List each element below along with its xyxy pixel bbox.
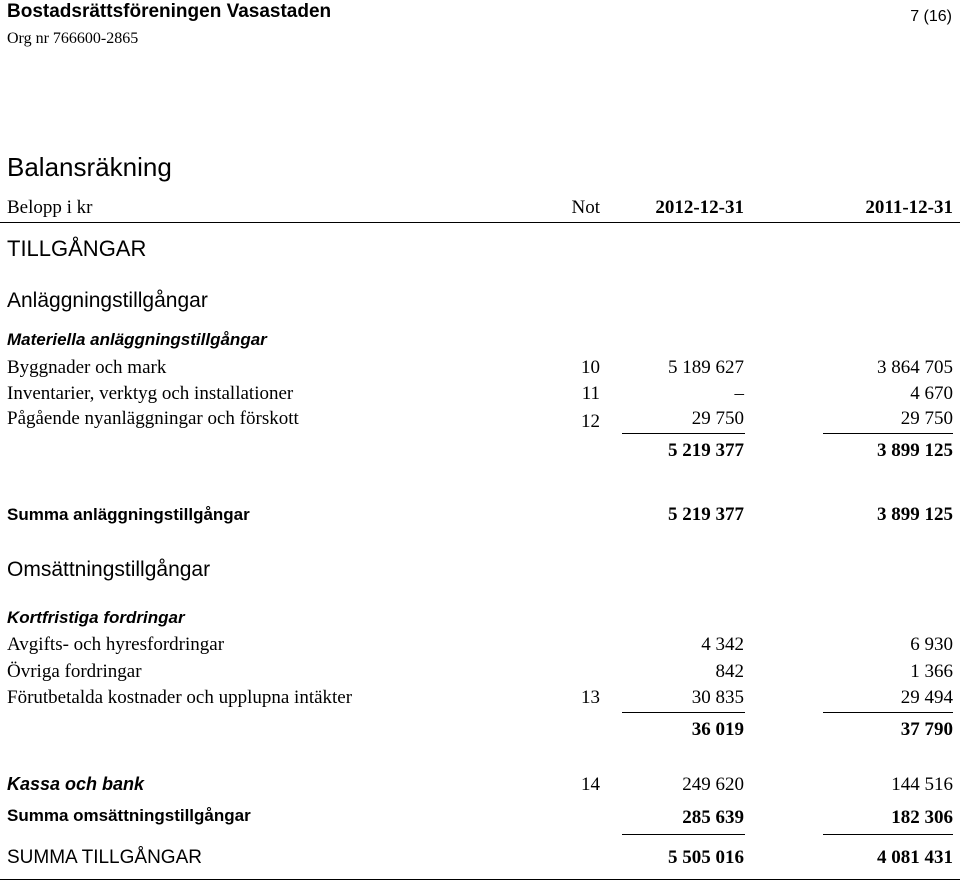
total-value-year2: 4 081 431 bbox=[877, 847, 953, 868]
sum-value-year1: 5 219 377 bbox=[668, 504, 744, 525]
subtotal-value-year1: 5 219 377 bbox=[668, 440, 744, 461]
sum-value-year1: 285 639 bbox=[682, 807, 744, 828]
sum-value-year2: 3 899 125 bbox=[877, 504, 953, 525]
row-label: Förutbetalda kostnader och upplupna intäkter bbox=[7, 687, 353, 708]
row-value-year2: 3 864 705 bbox=[877, 357, 953, 378]
row-value-year2: 4 670 bbox=[910, 383, 953, 404]
row-value-year1: 29 750 bbox=[691, 408, 744, 429]
row-value-year2: 1 366 bbox=[910, 661, 953, 682]
cash-value-year2: 144 516 bbox=[891, 774, 953, 795]
cash-note: 14 bbox=[581, 774, 600, 795]
organization-number: Org nr 766600-2865 bbox=[7, 30, 139, 47]
total-rule-year1 bbox=[622, 834, 745, 835]
current-assets-subheading: Kortfristiga fordringar bbox=[7, 608, 185, 627]
subtotal-value-year2: 37 790 bbox=[900, 719, 953, 740]
row-label: Övriga fordringar bbox=[7, 661, 142, 682]
column-header-note: Not bbox=[571, 197, 600, 218]
subtotal-rule-year1 bbox=[622, 712, 745, 713]
subtotal-rule-year2 bbox=[823, 712, 953, 713]
row-value-year2: 29 750 bbox=[900, 408, 953, 429]
header-rule bbox=[0, 222, 960, 223]
fixed-assets-heading: Anläggningstillgångar bbox=[7, 289, 208, 312]
fixed-assets-subheading: Materiella anläggningstillgångar bbox=[7, 330, 267, 349]
column-header-label: Belopp i kr bbox=[7, 197, 93, 218]
organization-name: Bostadsrättsföreningen Vasastaden bbox=[7, 1, 332, 22]
row-value-year1: 842 bbox=[715, 661, 744, 682]
subtotal-value-year2: 3 899 125 bbox=[877, 440, 953, 461]
row-note: 10 bbox=[581, 357, 600, 378]
cash-value-year1: 249 620 bbox=[682, 774, 744, 795]
column-header-year2: 2011-12-31 bbox=[865, 197, 953, 218]
row-label: Pågående nyanläggningar och förskott bbox=[7, 408, 299, 429]
row-note: 13 bbox=[581, 687, 600, 708]
subtotal-rule-year1 bbox=[622, 433, 745, 434]
subtotal-value-year1: 36 019 bbox=[691, 719, 744, 740]
total-rule-year2 bbox=[823, 834, 953, 835]
total-label: SUMMA TILLGÅNGAR bbox=[7, 847, 202, 868]
footer-rule bbox=[0, 879, 960, 880]
column-header-year1: 2012-12-31 bbox=[655, 197, 744, 218]
row-note: 12 bbox=[581, 411, 600, 432]
row-value-year1: 5 189 627 bbox=[668, 357, 744, 378]
subtotal-rule-year2 bbox=[823, 433, 953, 434]
page-title: Balansräkning bbox=[7, 152, 172, 182]
total-value-year1: 5 505 016 bbox=[668, 847, 744, 868]
row-value-year2: 6 930 bbox=[910, 634, 953, 655]
sum-label: Summa anläggningstillgångar bbox=[7, 505, 250, 524]
row-label: Byggnader och mark bbox=[7, 357, 167, 378]
sum-value-year2: 182 306 bbox=[891, 807, 953, 828]
row-note: 11 bbox=[581, 383, 600, 404]
row-value-year1: 30 835 bbox=[691, 687, 744, 708]
row-value-year1: – bbox=[734, 383, 744, 404]
row-value-year2: 29 494 bbox=[900, 687, 953, 708]
page-number: 7 (16) bbox=[910, 8, 952, 25]
row-label: Avgifts- och hyresfordringar bbox=[7, 634, 225, 655]
section-heading-assets: TILLGÅNGAR bbox=[7, 236, 147, 261]
sum-label: Summa omsättningstillgångar bbox=[7, 806, 251, 825]
current-assets-heading: Omsättningstillgångar bbox=[7, 558, 211, 581]
row-label: Inventarier, verktyg och installationer bbox=[7, 383, 294, 404]
cash-label: Kassa och bank bbox=[7, 774, 145, 794]
row-value-year1: 4 342 bbox=[701, 634, 744, 655]
